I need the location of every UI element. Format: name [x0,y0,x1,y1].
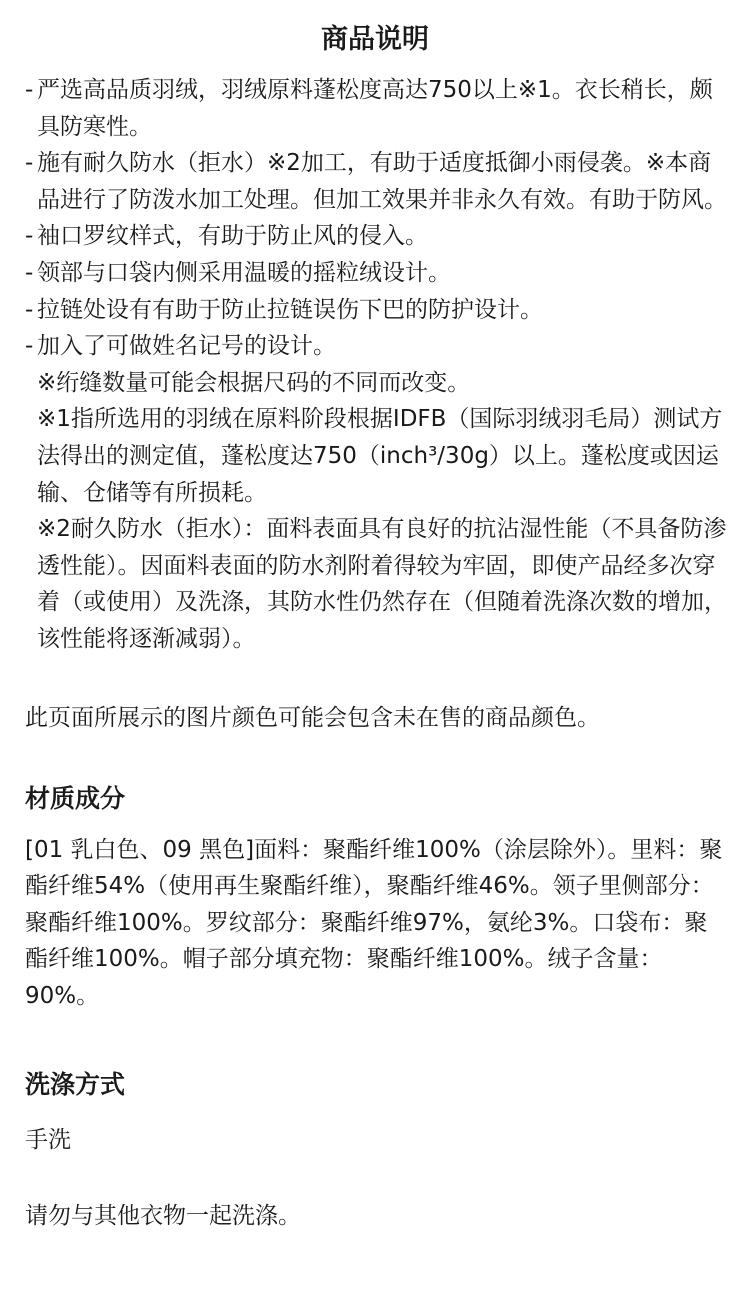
footnote-text: ※2耐久防水（拒水）：面料表面具有良好的抗沾湿性能（不具备防渗透性能）。因面料表面的防水剂附着得较为牢固，即使产品经多次穿着（或使用）及洗涤，其防水性仍然存在（但随着洗涤次数的增加，该性能将逐渐减弱）。 [37,516,727,652]
list-dash: - [25,77,34,103]
footnote-text: ※1指所选用的羽绒在原料阶段根据IDFB（国际羽绒羽毛局）测试方法得出的测定值，蓬松度达750（inch³/30g）以上。蓬松度或因运输、仓储等有所损耗。 [37,406,723,506]
material-heading: 材质成分 [25,783,126,813]
description-text: 领部与口袋内侧采用温暖的摇粒绒设计。 [37,259,451,286]
list-dash: - [25,296,34,323]
description-text: 袖口罗纹样式，有助于防止风的侵入。 [37,223,428,250]
description-item [25,145,728,218]
color-notice: 此页面所展示的图片颜色可能会包含未在售的商品颜色。 [25,704,600,731]
list-dash: - [25,333,34,360]
description-item [25,255,728,292]
list-dash: - [25,259,34,286]
description-item [25,292,728,329]
footnote-item [25,511,728,657]
description-list [0,72,750,658]
description-item [25,72,728,145]
list-dash: - [25,223,34,250]
description-text: 拉链处设有有助于防止拉链误伤下巴的防护设计。 [37,296,543,323]
material-text: [01 乳白色、09 黑色]面料：聚酯纤维100%（涂层除外）。里料：聚酯纤维54%（使用再生聚酯纤维），聚酯纤维46%。领子里侧部分：聚酯纤维100%。罗纹部分：聚酯纤维97%，氨纶3%。口袋布：聚酯纤维100%。帽子部分填充物：聚酯纤维100%。绒子含量：90%。 [25,836,723,1009]
footnote-text: ※绗缝数量可能会根据尺码的不同而改变。 [37,369,471,396]
description-item [25,328,728,365]
washing-heading: 洗涤方式 [25,1070,126,1100]
page-title: 商品说明 [321,24,429,55]
footnote-item [25,365,728,402]
footnote-item [25,401,728,511]
list-dash: - [25,150,34,177]
description-text: 严选高品质羽绒，羽绒原料蓬松度高达750以上※1。衣长稍长，颇具防寒性。 [37,77,713,140]
washing-method: 手洗 [25,1127,71,1154]
description-text: 加入了可做姓名记号的设计。 [37,333,336,360]
washing-note: 请勿与其他衣物一起洗涤。 [25,1203,301,1230]
description-text: 施有耐久防水（拒水）※2加工，有助于适度抵御小雨侵袭。※本商品进行了防泼水加工处理。但加工效果并非永久有效。有助于防风。 [37,150,727,213]
description-item [25,218,728,255]
